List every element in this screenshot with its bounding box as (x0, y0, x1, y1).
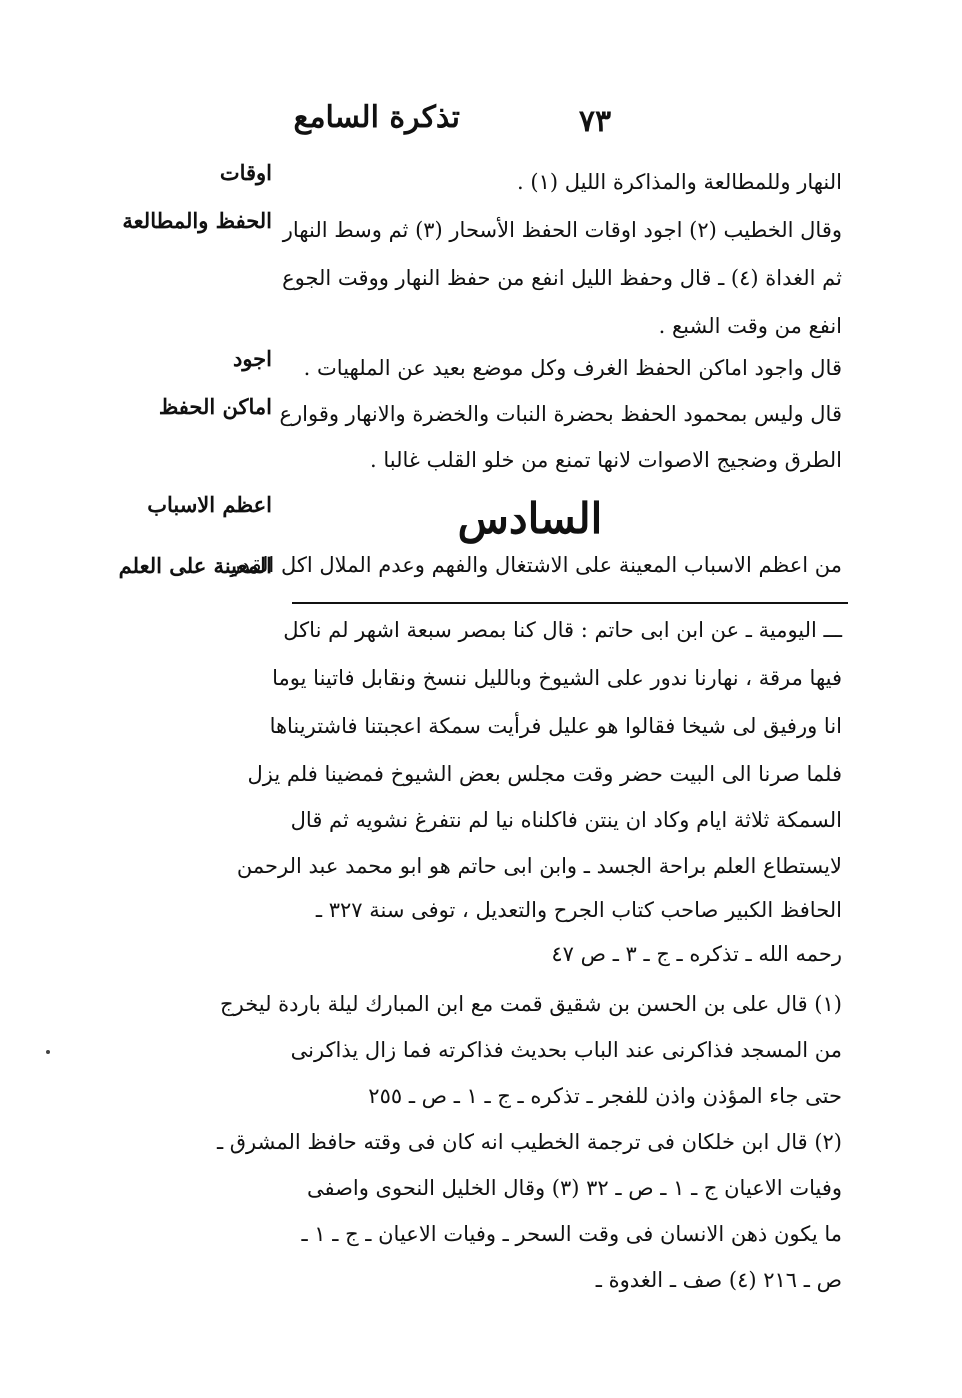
body-line: النهار وللمطالعة والمذاكرة الليل (١) . (517, 170, 842, 194)
section-heading: السادس (457, 494, 603, 543)
footnote-line: الحافظ الكبير صاحب كتاب الجرح والتعديل ، توفى سنة ٣٢٧ ـ (315, 898, 842, 922)
margin-note: اجود (232, 346, 272, 371)
body-line: وقال الخطيب (٢) اجود اوقات الحفظ الأسحار (٣) ثم وسط النهار (282, 218, 842, 242)
margin-note: اوقات (219, 160, 272, 185)
margin-note: اماكن الحفظ (158, 394, 272, 419)
scan-speck (46, 1050, 50, 1054)
body-line: انفع من وقت الشبع . (658, 314, 842, 338)
footnote-line: (٢) قال ابن خلكان فى ترجمة الخطيب انه كان فى وقته حافظ المشرق ـ (216, 1130, 842, 1154)
margin-note: اعظم الاسباب (147, 492, 272, 517)
body-line: قال واجود اماكن الحفظ الغرف وكل موضع بعيد عن الملهيات . (303, 356, 842, 380)
footnote-line: انا ورفيق لى شيخا فقالوا هو عليل فرأيت سمكة اعجبتنا فاشتريناها (269, 714, 842, 738)
footnote-line: من المسجد فذاكرنى عند الباب بحديث فذاكرته فما زال يذاكرنى (290, 1038, 842, 1062)
margin-note: المعينة على العلم (118, 553, 272, 578)
footnote-line: (١) قال على بن الحسن بن شقيق قمت مع ابن المبارك ليلة باردة ليخرج (220, 992, 842, 1016)
footnote-line: ما يكون ذهن الانسان فى وقت السحر ـ وفيات الاعيان ـ ج ـ ١ ـ (301, 1222, 842, 1246)
footnote-line: لايستطاع العلم براحة الجسد ـ وابن ابى حاتم هو ابو محمد عبد الرحمن (236, 854, 842, 878)
footnote-line: فيها مرقة ، نهارنا ندور على الشيوخ وبالليل ننسخ ونقابل فاتينا يوما (272, 666, 842, 690)
footnote-line: رحمه الله ـ تذكره ـ ج ـ ٣ ـ ص ٤٧ (551, 942, 842, 966)
footnote-divider (292, 602, 848, 604)
footnote-line: وفيات الاعيان ج ـ ١ ـ ص ـ ٣٢ (٣) وقال الخليل النحوى واصفى (306, 1176, 842, 1200)
footnote-line: حتى جاء المؤذن واذن للفجر ـ تذكره ـ ج ـ ١ ـ ص ـ ٢٥٥ (368, 1084, 842, 1108)
section-first-line: من اعظم الاسباب المعينة على الاشتغال والفهم وعدم الملال اكل القدر (230, 553, 842, 577)
page-number: ٧٣ (578, 104, 612, 139)
footnote-line: ص ـ ٢١٦ (٤) صف ـ الغدوة ـ (595, 1268, 842, 1292)
margin-note: الحفظ والمطالعة (122, 208, 272, 233)
footnote-line: السمكة ثلاثة ايام وكاد ان ينتن فاكلناه نيا لم نتفرغ نشويه ثم قال (290, 808, 842, 832)
footnote-line: فلما صرنا الى البيت حضر وقت مجلس بعض الشيوخ فمضينا فلم يزل (247, 762, 842, 786)
footnote-line: ـــ اليومية ـ عن ابن ابى حاتم : قال كنا بمصر سبعة اشهر لم ناكل (283, 618, 842, 642)
body-line: ثم الغداة (٤) ـ قال وحفظ الليل انفع من حفظ النهار ووقت الجوع (282, 266, 842, 290)
body-line: الطرق وضجيج الاصوات لانها تمنع من خلو القلب غالبا . (370, 448, 842, 472)
running-title: تذكرة السامع (293, 100, 460, 135)
body-line: قال وليس بمحمود الحفظ بحضرة النبات والخضرة والانهار وقوارع (279, 402, 842, 426)
